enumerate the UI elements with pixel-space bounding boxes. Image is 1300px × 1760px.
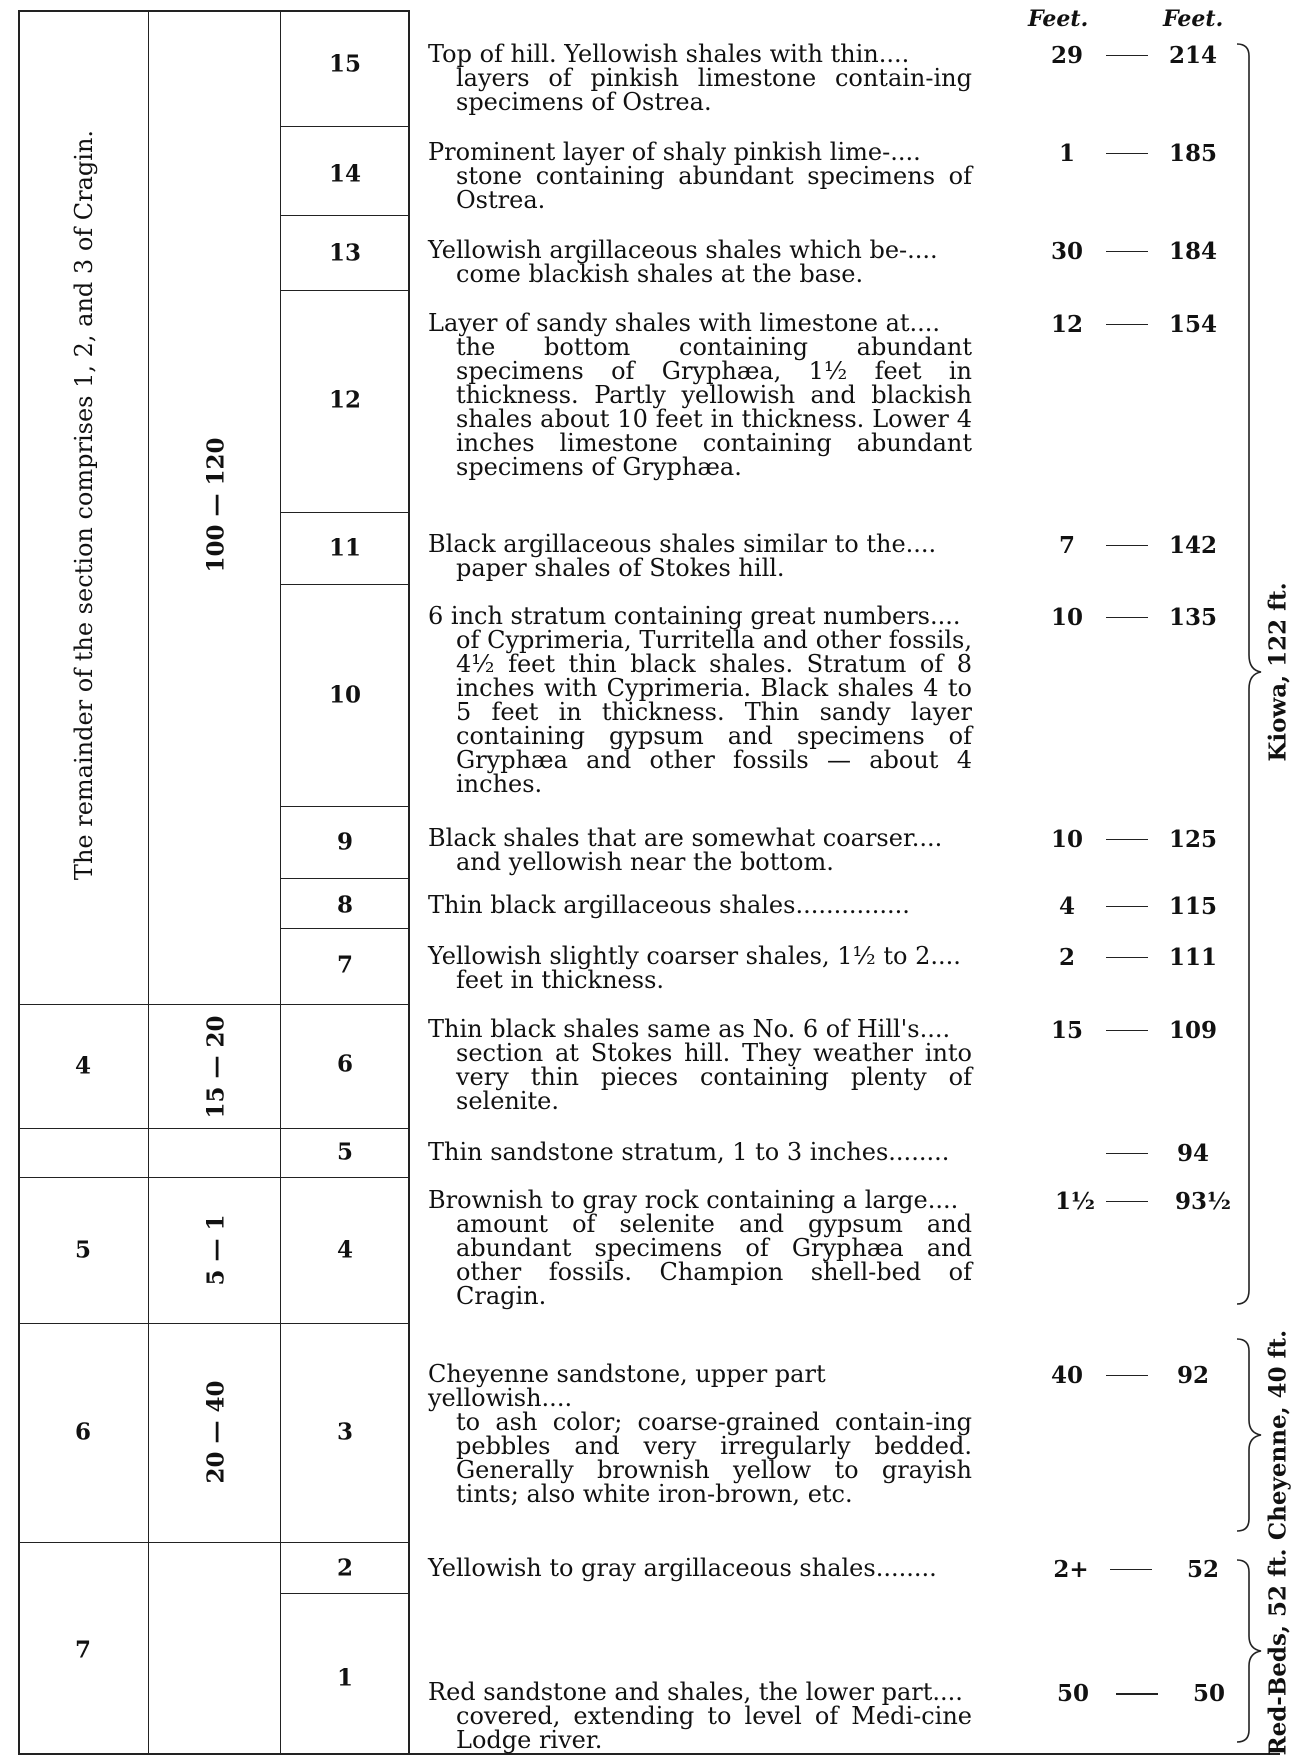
description-continuation: stone containing abundant specimens of Ostrea.	[456, 162, 972, 214]
cragin-remainder-label: The remainder of the section comprises 1, 2, and 3 of Cragin.	[70, 129, 98, 881]
cumulative-value: 185	[1168, 140, 1217, 167]
description-first-line: Thin sandstone stratum, 1 to 3 inches........	[428, 1138, 950, 1166]
row-rule	[280, 215, 410, 216]
row-rule	[280, 512, 410, 513]
feet-header-thickness: Feet.	[1028, 6, 1089, 32]
cumulative-value: 111	[1168, 944, 1217, 971]
cumulative-value: 125	[1168, 826, 1217, 853]
thickness-value: 10	[1050, 826, 1083, 853]
stratum-number: 3	[336, 1418, 353, 1446]
cumulative-value: 109	[1168, 1017, 1217, 1044]
row-rule	[280, 1593, 410, 1594]
redbeds-brace	[1235, 1556, 1265, 1746]
stratum-description	[428, 1362, 972, 1506]
description-continuation: section at Stokes hill. They weather into very thin pieces containing plenty of selenite.	[456, 1039, 972, 1115]
cragin-number: 5	[74, 1236, 91, 1264]
row-rule	[18, 1128, 410, 1129]
cumulative-value: 135	[1168, 604, 1217, 631]
description-continuation: feet in thickness.	[456, 966, 665, 994]
stratum-number: 1	[336, 1664, 353, 1692]
cumulative-value: 50	[1192, 1680, 1225, 1707]
description-continuation: to ash color; coarse-grained contain-ing pebbles and very irregularly bedded. Generally brownish yellow to grayish tints; also white iron-brown, etc.	[456, 1408, 972, 1508]
stratum-number: 7	[336, 951, 353, 979]
stratum-description	[428, 532, 972, 580]
value-dash	[1106, 153, 1148, 154]
description-first-line: Top of hill. Yellowish shales with thin....	[428, 40, 910, 68]
cumulative-value: 214	[1168, 42, 1217, 69]
value-dash	[1106, 906, 1148, 907]
thickness-value: 15	[1050, 1017, 1083, 1044]
stratum-description	[428, 311, 972, 479]
stratum-number: 11	[328, 534, 361, 562]
row-rule	[280, 584, 410, 585]
cumulative-value: 184	[1168, 238, 1217, 265]
thickness-value: 50	[1056, 1680, 1089, 1707]
kiowa-brace	[1235, 40, 1265, 1310]
row-rule	[280, 126, 410, 127]
stratum-description	[428, 1680, 972, 1752]
stratum-number: 2	[336, 1554, 353, 1582]
thickness-value: 4	[1058, 893, 1075, 920]
thickness-value: 1½	[1055, 1188, 1095, 1215]
stratum-description	[428, 604, 972, 796]
value-dash	[1106, 545, 1148, 546]
row-rule	[280, 928, 410, 929]
stratum-number: 6	[336, 1050, 353, 1078]
range-label: 15 — 20	[202, 1015, 230, 1119]
description-first-line: Red sandstone and shales, the lower part....	[428, 1678, 963, 1706]
value-dash	[1106, 839, 1148, 840]
stratum-description	[428, 1188, 972, 1308]
description-continuation: the bottom containing abundant specimens of Gryphæa, 1½ feet in thickness. Partly yellowish and blackish shales about 10 feet in thickness. Lower 4 inches limestone containing abundant specimens of Gryphæa.	[456, 333, 972, 481]
description-first-line: Yellowish to gray argillaceous shales........	[428, 1554, 937, 1582]
description-first-line: Cheyenne sandstone, upper part yellowish....	[428, 1360, 826, 1412]
row-rule	[280, 878, 410, 879]
stratum-description	[428, 1017, 972, 1113]
row-rule	[18, 1177, 410, 1178]
stratum-number: 10	[328, 681, 361, 709]
description-continuation: covered, extending to level of Medi-cine Lodge river.	[456, 1702, 972, 1754]
thickness-value: 12	[1050, 311, 1083, 338]
value-dash	[1116, 1693, 1158, 1695]
thickness-value: 10	[1050, 604, 1083, 631]
formation-label-redbeds: Red-Beds, 52 ft.	[1264, 1548, 1292, 1756]
value-dash	[1106, 1153, 1148, 1154]
value-dash	[1106, 1201, 1148, 1202]
formation-label-cheyenne: Cheyenne, 40 ft.	[1264, 1329, 1292, 1541]
thickness-value: 40	[1050, 1362, 1083, 1389]
value-dash	[1106, 957, 1148, 958]
description-first-line: 6 inch stratum containing great numbers....	[428, 602, 961, 630]
cumulative-value: 154	[1168, 311, 1217, 338]
description-first-line: Black shales that are somewhat coarser....	[428, 824, 943, 852]
description-first-line: Black argillaceous shales similar to the....	[428, 530, 937, 558]
description-first-line: Yellowish slightly coarser shales, 1½ to 2....	[428, 942, 961, 970]
range-label: 100 — 120	[202, 437, 230, 573]
description-continuation: come blackish shales at the base.	[456, 260, 864, 288]
cumulative-value: 92	[1176, 1362, 1209, 1389]
description-first-line: Thin black argillaceous shales...............	[428, 891, 910, 919]
thickness-value: 2+	[1053, 1556, 1089, 1583]
stratum-number: 13	[328, 239, 361, 267]
description-first-line: Yellowish argillaceous shales which be-....	[428, 236, 938, 264]
thickness-value: 7	[1058, 532, 1075, 559]
description-first-line: Layer of sandy shales with limestone at....	[428, 309, 941, 337]
description-continuation: of Cyprimeria, Turritella and other fossils, 4½ feet thin black shales. Stratum of 8 inches with Cyprimeria. Black shales 4 to 5 feet in thickness. Thin sandy layer containing gypsum and specimens of Gryphæa and other fossils — about 4 inches.	[456, 626, 972, 798]
cumulative-value: 52	[1186, 1556, 1219, 1583]
stratum-number: 14	[328, 160, 361, 188]
range-label: 20 — 40	[202, 1380, 230, 1484]
cragin-number: 7	[74, 1636, 91, 1664]
row-rule	[280, 806, 410, 807]
thickness-value: 2	[1058, 944, 1075, 971]
stratum-description	[428, 826, 972, 874]
row-rule	[280, 290, 410, 291]
stratum-number: 5	[336, 1138, 353, 1166]
value-dash	[1106, 1375, 1148, 1376]
stratum-number: 12	[328, 386, 361, 414]
cragin-number: 6	[74, 1418, 91, 1446]
cumulative-value: 142	[1168, 532, 1217, 559]
stratum-number: 9	[336, 828, 353, 856]
stratum-description	[428, 1556, 972, 1580]
cumulative-value: 94	[1176, 1140, 1209, 1167]
stratum-description	[428, 1140, 972, 1164]
column-divider-2	[280, 10, 281, 1755]
value-dash	[1106, 1030, 1148, 1031]
stratum-description	[428, 893, 972, 917]
description-continuation: paper shales of Stokes hill.	[456, 554, 785, 582]
description-continuation: and yellowish near the bottom.	[456, 848, 834, 876]
thickness-value: 29	[1050, 42, 1083, 69]
table-bottom-rule	[18, 1753, 1280, 1755]
value-dash	[1110, 1569, 1152, 1570]
column-divider-1	[148, 10, 149, 1755]
row-rule	[18, 1323, 410, 1324]
stratum-description	[428, 238, 972, 286]
stratum-description	[428, 140, 972, 212]
row-rule	[18, 1004, 410, 1005]
stratum-number: 4	[336, 1236, 353, 1264]
row-rule	[18, 1542, 410, 1543]
value-dash	[1106, 55, 1148, 56]
table-top-rule	[18, 10, 410, 12]
description-continuation: amount of selenite and gypsum and abundant specimens of Gryphæa and other fossils. Champion shell-bed of Cragin.	[456, 1210, 972, 1310]
range-label: 5 — 1	[202, 1214, 230, 1286]
thickness-value: 1	[1058, 140, 1075, 167]
cumulative-value: 93½	[1175, 1188, 1231, 1215]
value-dash	[1106, 617, 1148, 618]
formation-label-kiowa: Kiowa, 122 ft.	[1264, 582, 1292, 762]
description-continuation: layers of pinkish limestone contain-ing specimens of Ostrea.	[456, 64, 972, 116]
description-first-line: Thin black shales same as No. 6 of Hill's....	[428, 1015, 951, 1043]
cheyenne-brace	[1235, 1335, 1265, 1535]
description-first-line: Brownish to gray rock containing a large....	[428, 1186, 959, 1214]
stratum-number: 15	[328, 50, 361, 78]
feet-header-cumulative: Feet.	[1163, 6, 1224, 32]
thickness-value: 30	[1050, 238, 1083, 265]
value-dash	[1106, 251, 1148, 252]
cragin-number: 4	[74, 1052, 91, 1080]
stratum-description	[428, 944, 972, 992]
stratum-description	[428, 42, 972, 114]
value-dash	[1106, 324, 1148, 325]
cumulative-value: 115	[1168, 893, 1217, 920]
description-first-line: Prominent layer of shaly pinkish lime-....	[428, 138, 921, 166]
stratum-number: 8	[336, 891, 353, 919]
